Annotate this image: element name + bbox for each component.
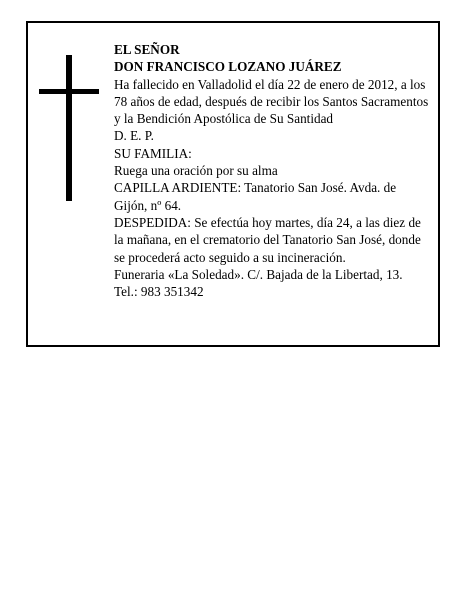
heading-title: EL SEÑOR <box>114 42 180 57</box>
cross-horizontal-bar <box>39 89 99 94</box>
deceased-name: DON FRANCISCO LOZANO JUÁREZ <box>114 59 342 75</box>
family-label: SU FAMILIA: <box>114 145 192 161</box>
obituary-text <box>114 41 432 300</box>
death-announcement: Ha fallecido en Valladolid el día 22 de enero de 2012, a los 78 años de edad, después de recibir los Santos Sacramentos y la Bendición Apostólica de Su Santidad <box>114 76 429 127</box>
obituary-notice <box>26 21 440 347</box>
funeral-home: Funeraria «La Soledad». C/. Bajada de la Libertad, 13. <box>114 266 403 282</box>
cross-icon <box>39 55 99 201</box>
prayer-request: Ruega una oración por su alma <box>114 163 278 179</box>
cross-vertical-bar <box>66 55 72 201</box>
phone-number: Tel.: 983 351342 <box>114 284 204 300</box>
farewell-info: DESPEDIDA: Se efectúa hoy martes, día 24, a las diez de la mañana, en el crematorio del Tanatorio San José, donde se procederá acto seguido a su incineración. <box>114 214 421 265</box>
chapel-info: CAPILLA ARDIENTE: Tanatorio San José. Avda. de Gijón, nº 64. <box>114 180 397 213</box>
rip-text: D. E. P. <box>114 128 154 144</box>
